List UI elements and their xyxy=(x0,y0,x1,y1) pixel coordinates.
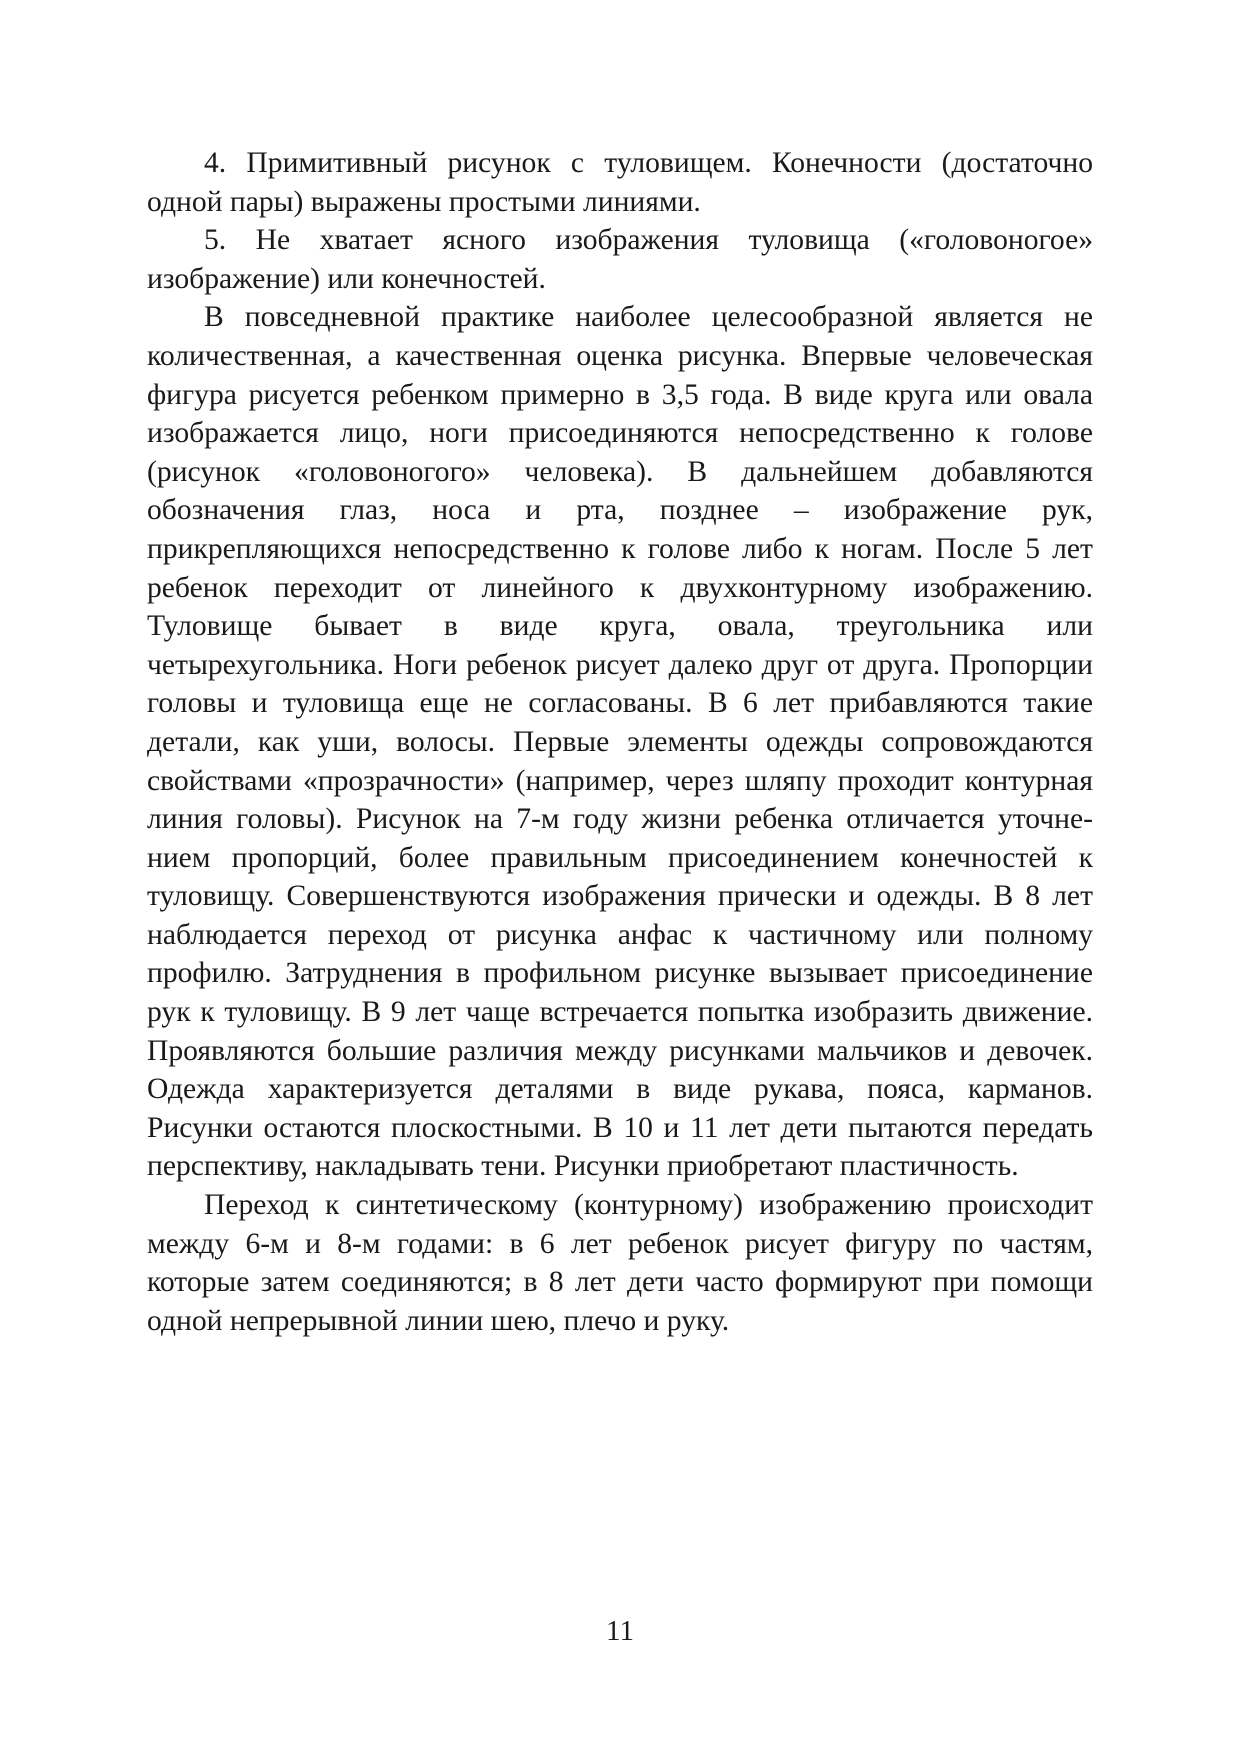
paragraph-item-5: 5. Не хватает ясного изображения туловища («головоногое» изображение) или конечностей. xyxy=(147,224,1093,295)
paragraph-item-4: 4. Примитивный рисунок с туловищем. Конечности (достаточно одной пары) выражены простыми линиями. xyxy=(147,147,1093,218)
paragraph-synthetic-image: Переход к синтетическому (контурному) изображению происходит между 6-м и 8-м годами: в 6 лет ребенок рисует фигуру по частям, которые затем соединяются; в 8 лет дети часто формируют при помощи одной непрерывной линии шею, плечо и руку. xyxy=(147,1189,1093,1337)
paragraph-drawing-stages: В повседневной практике наиболее целесообразной является не количественная, а качественная оценка рисунка. Впервые человеческая фигура рисуется ребенком примерно в 3,5 года. В виде круга или овала изображается лицо, ноги присоединяются непосредственно к голове (рисунок «головоногого» человека). В дальнейшем добавляются обозначения глаз, носа и рта, позднее – изображение рук, прикрепляющихся непосредственно к голове либо к ногам. После 5 лет ребенок переходит от линейного к двухконтурному изображению. Туловище бывает в виде круга, овала, треугольника или четырехугольника. Ноги ребенок рисует далеко друг от друга. Пропорции головы и туловища еще не согласованы. В 6 лет прибавляются такие детали, как уши, волосы. Первые элементы одежды сопровождаются свойствами «прозрачности» (например, через шляпу проходит контурная линия головы). Рисунок на 7-м году жизни ребенка отличается уточнением пропорций, более правильным присоединением конечностей к туловищу. Совершенствуются изображения прически и одежды. В 8 лет наблюдается переход от рисунка анфас к частичному или полному профилю. Затруднения в профильном рисунке вызывает присоединение рук к туловищу. В 9 лет чаще встречается попытка изобразить движение. Проявляются большие различия между рисунками мальчиков и девочек. Одежда характеризуется деталями в виде рукава, пояса, карманов. Рисунки остаются плоскостными. В 10 и 11 лет дети пытаются передать перспективу, накладывать тени. Рисунки приобретают пластичность. xyxy=(147,301,1093,1183)
page-number: 11 xyxy=(606,1615,634,1647)
body-text xyxy=(147,144,1093,1340)
